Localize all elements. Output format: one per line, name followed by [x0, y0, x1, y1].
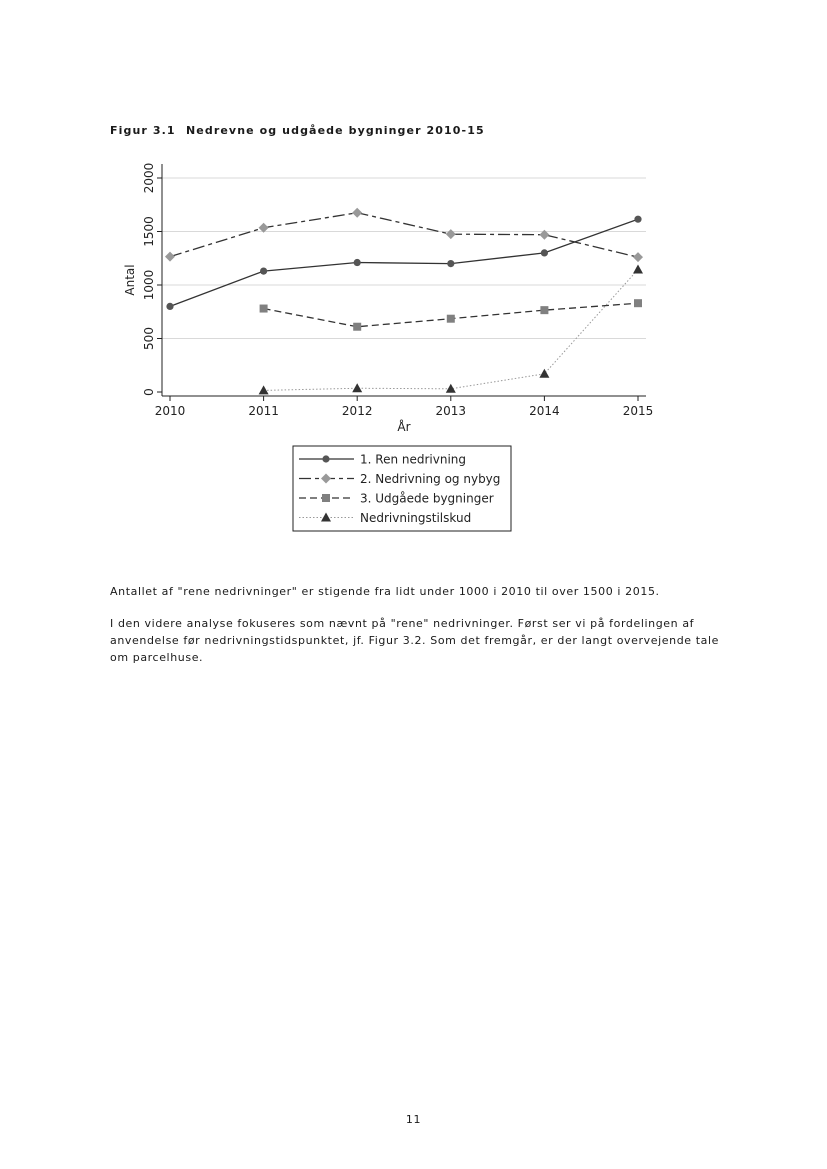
data-point — [446, 229, 456, 239]
data-point — [166, 303, 173, 310]
x-axis-title: År — [397, 420, 411, 434]
data-point — [447, 260, 454, 267]
legend-label: 3. Udgåede bygninger — [360, 491, 494, 506]
x-tick-label: 2013 — [435, 404, 467, 418]
data-point — [260, 267, 267, 274]
data-point — [541, 249, 548, 256]
data-point — [165, 252, 175, 262]
y-axis-title: Antal — [123, 264, 137, 296]
x-tick-label: 2011 — [248, 404, 279, 418]
x-tick-label: 2014 — [529, 404, 560, 418]
data-point — [446, 384, 456, 393]
legend-marker — [322, 494, 330, 502]
legend-marker — [322, 455, 329, 462]
data-point — [634, 299, 642, 307]
data-point — [634, 216, 641, 223]
data-point — [352, 208, 362, 218]
data-point — [540, 306, 548, 314]
data-point — [352, 383, 362, 392]
page-number: 11 — [405, 1113, 422, 1126]
data-point — [633, 264, 643, 273]
legend-label: Nedrivningstilskud — [360, 511, 472, 525]
figure-caption — [110, 124, 485, 137]
series-line-4 — [264, 269, 638, 390]
series-line-1 — [170, 219, 638, 306]
y-tick-label: 1000 — [142, 269, 156, 301]
paragraph-2: I den videre analyse fokuseres som nævnt på "rene" nedrivninger. Først ser vi på fordelingen af anvendelse før nedrivningstidspunktet, jf. Figur 3.2. Som det fremgår, er der langt overvejende tale om parcelhuse. — [110, 617, 720, 664]
legend-label: 2. Nedrivning og nybyg — [360, 472, 501, 486]
series-line-2 — [170, 213, 638, 257]
data-point — [633, 252, 643, 262]
data-point — [354, 259, 361, 266]
x-tick-label: 2010 — [154, 404, 186, 418]
y-tick-label: 2000 — [142, 162, 156, 194]
x-tick-label: 2012 — [341, 404, 373, 418]
paragraph-1: Antallet af "rene nedrivninger" er stigende fra lidt under 1000 i 2010 til over 1500 i 2015. — [110, 585, 660, 598]
data-point — [353, 323, 361, 331]
x-tick-label: 2015 — [622, 404, 654, 418]
line-chart — [110, 150, 670, 540]
y-tick-label: 500 — [142, 327, 156, 350]
y-tick-label: 1500 — [142, 216, 156, 247]
figure-title: Nedrevne og udgåede bygninger 2010-15 — [186, 124, 485, 137]
y-tick-label: 0 — [142, 388, 156, 396]
legend-label: 1. Ren nedrivning — [360, 452, 467, 467]
data-point — [447, 315, 455, 323]
figure-number: Figur 3.1 — [110, 124, 176, 137]
data-point — [260, 305, 268, 313]
